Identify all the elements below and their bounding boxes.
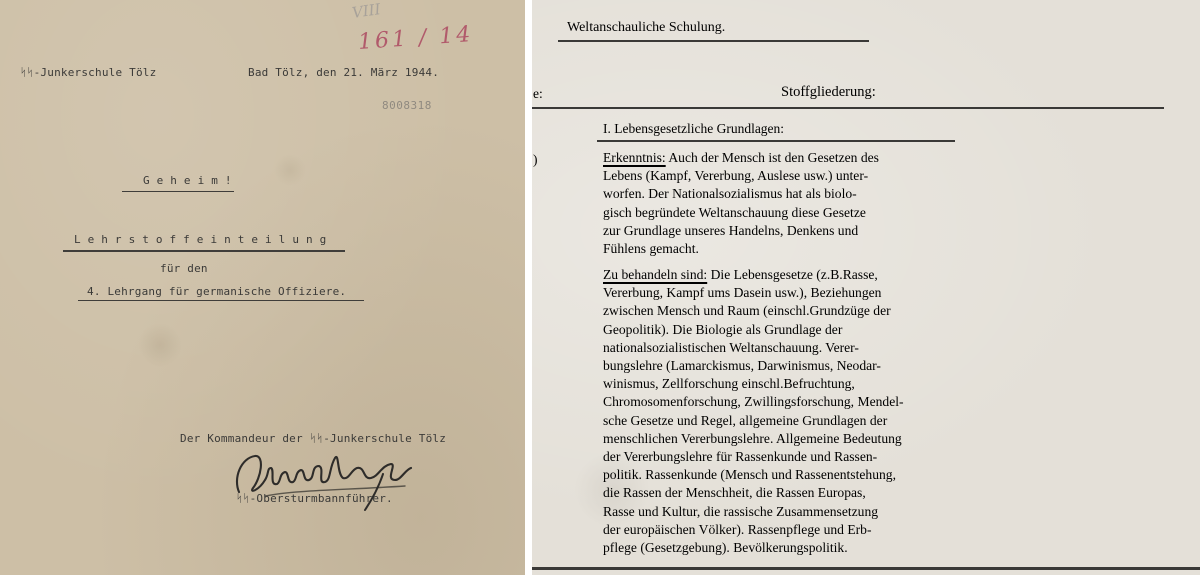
- paragraph-text: Die Lebensgesetze (z.B.Rasse,: [707, 267, 878, 282]
- paragraph-line: Geopolitik). Die Biologie als Grundlage der: [603, 321, 843, 337]
- section-title: I. Lebensgesetzliche Grundlagen:: [603, 121, 785, 136]
- left-edge-fragment: e:: [533, 86, 543, 101]
- paragraph-line: der europäischen Völker). Rassenpflege und Erb-: [603, 521, 872, 537]
- sender-line: ᛋᛋ-Junkerschule Tölz: [20, 66, 157, 79]
- paragraph-line: menschlichen Vererbungslehre. Allgemeine Bedeutung: [603, 430, 902, 446]
- handwritten-signature: [225, 440, 425, 520]
- bottom-rule: [532, 567, 1200, 570]
- paragraph-line: zwischen Mensch und Raum (einschl.Grundzüge der: [603, 303, 891, 319]
- document-title: L e h r s t o f f e i n t e i l u n g: [74, 233, 327, 246]
- paragraph-zu-behandeln: [603, 266, 904, 557]
- paragraph-line: Vererbung, Kampf ums Dasein usw.), Beziehungen: [603, 285, 882, 301]
- course-underline: [78, 300, 364, 301]
- paragraph-line: [603, 266, 904, 284]
- left-page: [0, 0, 525, 575]
- paragraph-line: politik. Rassenkunde (Mensch und Rassenentstehung,: [603, 467, 896, 483]
- outline-rule-top: [532, 107, 1164, 109]
- paragraph-line: winismus, Zellforschung einschl.Befruchtung,: [603, 376, 855, 392]
- paragraph-line: bungslehre (Lamarckismus, Darwinismus, Neodar-: [603, 358, 881, 374]
- paragraph-line: [603, 149, 879, 167]
- place-date-line: Bad Tölz, den 21. März 1944.: [248, 66, 440, 79]
- header-underline: [558, 40, 869, 42]
- page-gutter: [525, 0, 532, 575]
- archive-number: 8008318: [382, 99, 432, 112]
- for-line: für den: [160, 262, 208, 275]
- paragraph-line: worfen. Der Nationalsozialismus hat als biolo-: [603, 186, 857, 202]
- document-title-underline: [63, 250, 345, 252]
- section-title-underline: [597, 140, 955, 142]
- left-edge-paren: ): [533, 152, 538, 167]
- paragraph-lead: Zu behandeln sind:: [603, 267, 708, 282]
- page-header: Weltanschauliche Schulung.: [567, 20, 726, 35]
- paragraph-lead: Erkenntnis:: [603, 150, 666, 165]
- classification-underline: [122, 191, 234, 192]
- paragraph-line: Rasse und Kultur, die rassische Zusammensetzung: [603, 503, 879, 519]
- paragraph-line: pflege (Gesetzgebung). Bevölkerungspolitik.: [603, 540, 848, 556]
- pencil-roman-annotation: VIII: [350, 0, 382, 22]
- commander-line: Der Kommandeur der ᛋᛋ-Junkerschule Tölz: [180, 432, 447, 445]
- paragraph-text: Auch der Mensch ist den Gesetzen des: [665, 150, 879, 165]
- paragraph-line: zur Grundlage unseres Handelns, Denkens und: [603, 222, 859, 238]
- pencil-number-annotation: 161 / 14: [357, 22, 475, 55]
- outline-title: Stoffgliederung:: [781, 84, 876, 100]
- paragraph-line: Lebens (Kampf, Vererbung, Auslese usw.) unter-: [603, 168, 869, 184]
- paragraph-line: gisch begründete Weltanschauung diese Gesetze: [603, 204, 866, 220]
- paragraph-line: die Rassen der Menschheit, die Rassen Europas,: [603, 485, 866, 501]
- paragraph-line: Fühlens gemacht.: [603, 241, 699, 257]
- classification-heading: G e h e i m !: [143, 174, 232, 187]
- paragraph-line: der Vererbungslehre für Rassenkunde und Rassen-: [603, 449, 878, 465]
- paragraph-line: Chromosomenforschung, Zwillingsforschung, Mendel-: [603, 394, 904, 410]
- rank-line: ᛋᛋ-Obersturmbannführer.: [236, 492, 393, 505]
- paragraph-line: nationalsozialistischen Weltanschauung. Verer-: [603, 339, 859, 355]
- paragraph-erkenntnis: [603, 149, 879, 258]
- paragraph-line: sche Gesetze und Regel, allgemeine Grundlagen der: [603, 412, 888, 428]
- course-line: 4. Lehrgang für germanische Offiziere.: [87, 285, 347, 298]
